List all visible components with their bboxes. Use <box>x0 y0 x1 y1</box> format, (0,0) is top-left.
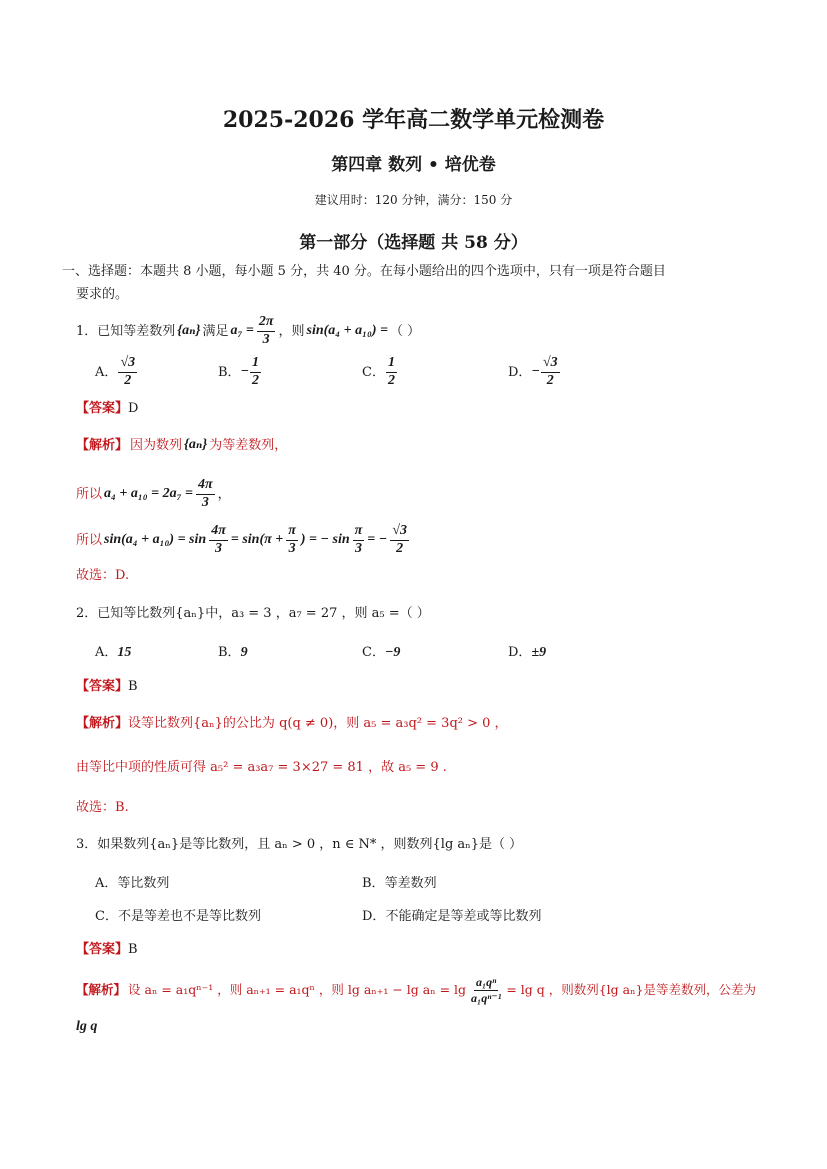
instructions-line-1: 一、选择题：本题共 8 小题，每小题 5 分，共 40 分。在每小题给出的四个选项中，只有一项是符合题目 <box>62 264 666 279</box>
q1-stem-text-2: 满足 <box>202 323 229 339</box>
q1-option-b-fraction: $\frac{1}{2}$ <box>252 355 260 388</box>
q1-option-c-fraction: $\frac{1}{2}$ <box>387 355 395 388</box>
q3-analysis-line-1: 【解析】 设 aₙ = a₁qⁿ⁻¹ ，则 aₙ₊₁ = a₁qⁿ ，则 lg aₙ₊₁ − lg aₙ = lg $\frac{\text{a₁qⁿ}}{\text{a₁qⁿ⁻¹}}$ = lg q ，则数列{lg aₙ}是等差数列，公差为 <box>76 975 756 1005</box>
q1-option-a-fraction: $\frac{√3}{2}$ <box>120 355 136 388</box>
q3-option-a: A．等比数列 <box>95 876 170 891</box>
q1-condition-fraction: $\frac{2\pi}{3}$ <box>258 314 274 347</box>
q1-option-a: A． $\frac{√3}{2}$ <box>95 355 136 388</box>
q2-answer: 【答案】B <box>76 679 138 694</box>
q1-asked-expression: sin(a₄ + a₁₀) = <box>306 323 389 339</box>
q2-option-c: C．−9 <box>362 645 401 660</box>
section-heading: 第一部分（选择题 共 58 分） <box>299 233 528 253</box>
chapter-subtitle: 第四章 数列 • 培优卷 <box>331 155 496 175</box>
q1-choose: 故选：D. <box>76 568 130 583</box>
q1-option-d: D． − $\frac{√3}{2}$ <box>508 355 558 388</box>
q3-answer: 【答案】B <box>76 942 138 957</box>
time-and-score-note: 建议用时：120 分钟，满分：150 分 <box>314 193 513 207</box>
q1-blank: （ ） <box>390 323 421 339</box>
q2-option-b: B．9 <box>218 645 248 660</box>
q1-option-b: B． − $\frac{1}{2}$ <box>218 355 260 388</box>
q3-analysis-line-2: lg q <box>76 1019 98 1034</box>
q1-analysis-line-3: 所以 sin(a₄ + a₁₀) = sin $\frac{4\pi}{3}$ = sin(π + $\frac{\pi}{3}$ ) = − sin $\frac{\pi}{3}$ = − $\frac{√3}{2}$ <box>76 523 407 556</box>
q2-analysis-line-2: 由等比中项的性质可得 a₅² = a₃a₇ = 3×27 = 81 ，故 a₅ = 9 . <box>76 760 447 775</box>
q3-option-d: D．不能确定是等差或等比数列 <box>362 909 542 924</box>
q1-option-c: C． $\frac{1}{2}$ <box>362 355 395 388</box>
q1-analysis-line-1: 【解析】 因为数列 {aₙ} 为等差数列， <box>76 437 288 453</box>
question-3-stem: 3．如果数列{aₙ}是等比数列，且 aₙ > 0 ，n ∈ N* ，则数列{lg aₙ}是（ ） <box>76 837 523 852</box>
q2-option-a: A．15 <box>95 645 132 660</box>
q2-choose: 故选：B. <box>76 800 129 815</box>
question-1-stem <box>76 315 420 347</box>
question-2-stem: 2．已知等比数列{aₙ}中，a₃ = 3 ，a₇ = 27 ，则 a₅ =（ ） <box>76 606 430 621</box>
q1-sequence: {aₙ} <box>177 323 201 339</box>
q1-answer: 【答案】D <box>76 401 139 416</box>
q2-analysis-line-1: 【解析】设等比数列{aₙ}的公比为 q(q ≠ 0)，则 a₅ = a₃q² = 3q² > 0 ， <box>76 716 508 731</box>
q1-stem-text-3: ，则 <box>278 323 305 339</box>
q3-option-b: B．等差数列 <box>362 876 437 891</box>
q3-option-c: C．不是等差也不是等比数列 <box>95 909 261 924</box>
q1-stem-text: 1．已知等差数列 <box>76 323 176 339</box>
instructions-line-2: 要求的。 <box>76 287 129 302</box>
q1-analysis-line-2: 所以 a₄ + a₁₀ = 2a₇ = $\frac{4\pi}{3}$ ， <box>76 477 231 510</box>
q2-option-d: D．±9 <box>508 645 547 660</box>
page-title: 2025-2026 学年高二数学单元检测卷 <box>222 107 605 133</box>
q1-condition: a₇ = <box>230 323 254 339</box>
q1-option-d-fraction: $\frac{√3}{2}$ <box>542 355 558 388</box>
